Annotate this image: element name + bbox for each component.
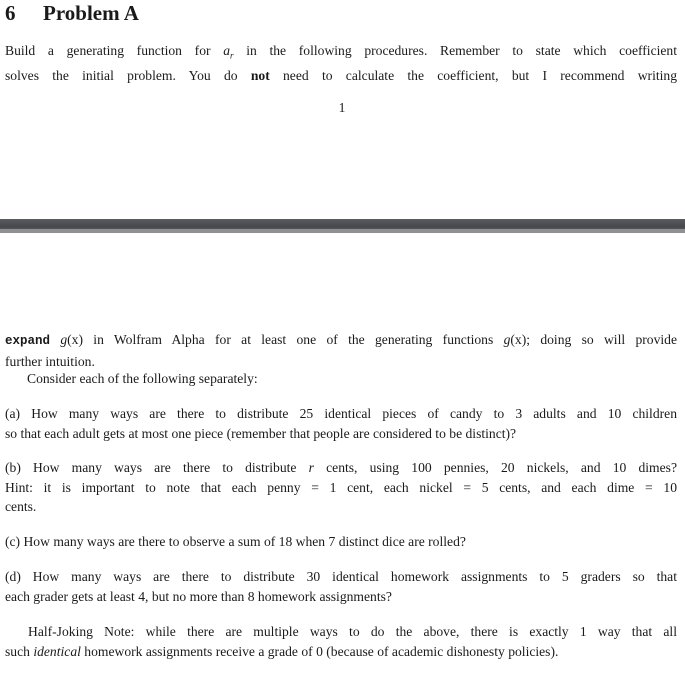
a-r-variable: $a_r$: [223, 43, 234, 61]
section-title: Problem A: [43, 1, 139, 25]
section-heading: [5, 1, 139, 26]
expand-line-1: expand g(x) in Wolfram Alpha for at least one of the generating functions g(x); doing so will provide: [5, 332, 677, 348]
section-number: 6: [5, 1, 16, 25]
page-break-divider: [0, 219, 685, 233]
page-number: 1: [338, 100, 346, 115]
intro-line-1: Build a generating function for $a_r$ in the following procedures. Remember to state which coefficient: [5, 43, 678, 61]
consider-line: Consider each of the following separately:: [27, 371, 258, 386]
question-d: (d) How many ways are there to distribute 30 identical homework assignments to 5 graders so that each grader gets at least 4, but no more than 8 homework assignments?: [5, 569, 677, 604]
bold-not: not: [250, 68, 270, 84]
intro-line-2: solves the initial problem. You do not need to calculate the coefficient, but I recommend writing: [5, 68, 677, 84]
question-a: (a) How many ways are there to distribute 25 identical pieces of candy to 3 adults and 10 children so that each adult gets at most one piece (remember that people are considered to be distinct)?: [5, 406, 677, 441]
expand-command: expand: [5, 334, 51, 348]
expand-paragraph: [5, 330, 677, 371]
intro-paragraph: [5, 41, 677, 86]
identical-italic: identical: [33, 643, 81, 659]
question-c: (c) How many ways are there to observe a sum of 18 when 7 distinct dice are rolled?: [5, 534, 466, 549]
question-b: (b) How many ways are there to distribute r cents, using 100 pennies, 20 nickels, and 10 dimes? Hint: it is important to note that each penny = 1 cent, each nickel = 5 cents, and each dime = 10 cents.: [5, 460, 677, 514]
half-joking-note: Half-Joking Note: while there are multiple ways to do the above, there is exactly 1 way that all such identical homework assignments receive a grade of 0 (because of academic dishonesty policies).: [5, 624, 677, 659]
expand-line-2: further intuition.: [5, 353, 95, 369]
